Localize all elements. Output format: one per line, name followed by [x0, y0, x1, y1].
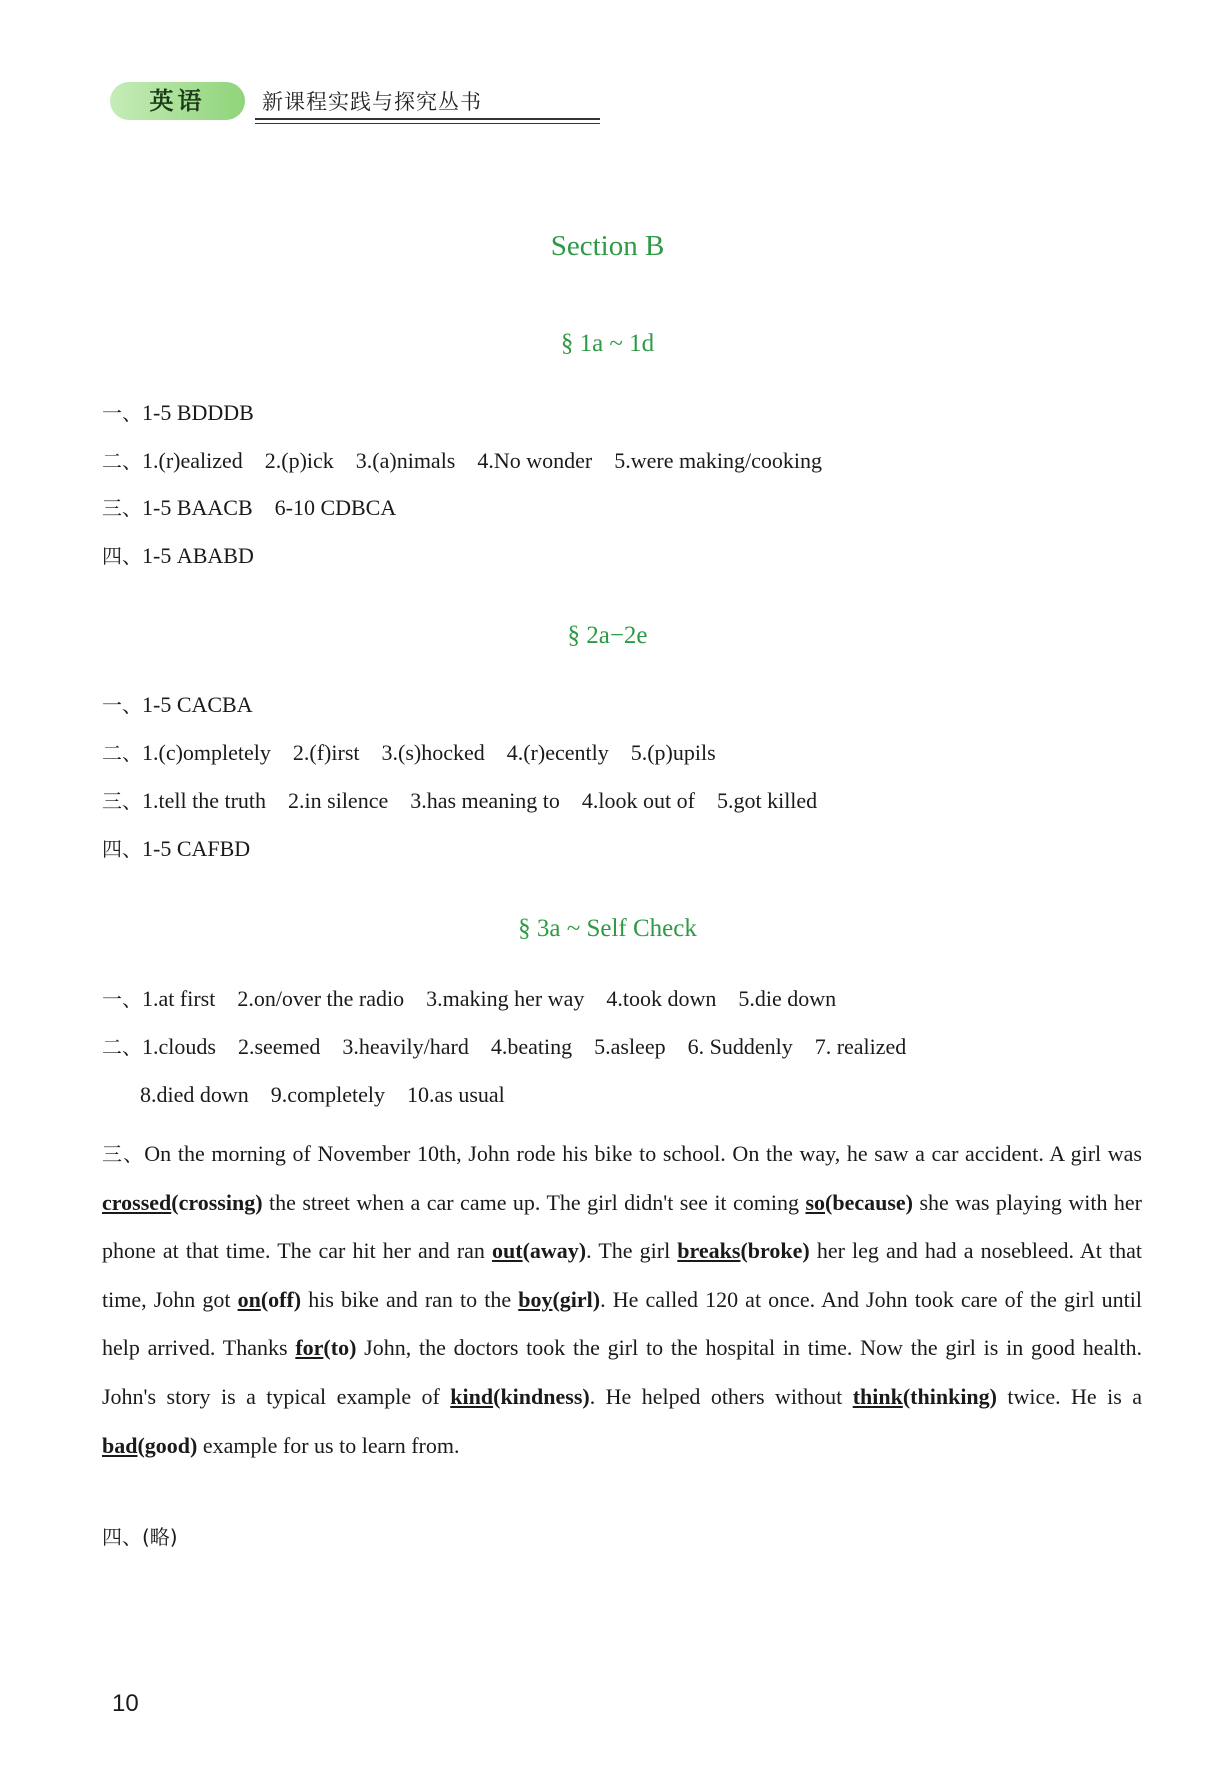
correction: (girl) [552, 1286, 601, 1312]
series-title: 新课程实践与探究丛书 [262, 90, 482, 114]
error-word: kind [450, 1383, 494, 1409]
answer-line: 四、1-5 CAFBD [102, 836, 251, 861]
error-word: bad [102, 1432, 138, 1458]
answer-line: 二、1.clouds 2.seemed 3.heavily/hard 4.beating 5.asleep 6. Suddenly 7. realized [102, 1034, 907, 1059]
header-rule [255, 118, 600, 120]
error-word: boy [518, 1286, 553, 1312]
part3-title: § 3a ~ Self Check [518, 915, 697, 942]
error-word: think [852, 1383, 903, 1409]
error-word: so [805, 1189, 826, 1215]
book-header [110, 82, 490, 122]
answer-line: 二、1.(r)ealized 2.(p)ick 3.(a)nimals 4.No wonder 5.were making/cooking [102, 448, 822, 473]
error-word: out [492, 1238, 523, 1264]
correction: (to) [323, 1335, 357, 1361]
answer-line: 四、1-5 ABABD [102, 543, 254, 568]
error-word: on [237, 1286, 261, 1312]
error-word: breaks [677, 1238, 741, 1264]
page-number: 10 [112, 1690, 139, 1717]
header-rule-thin [255, 123, 600, 124]
correction: (because) [825, 1189, 913, 1215]
error-correction-passage: 三、On the morning of November 10th, John rode his bike to school. On the way, he saw a car accident. A girl was crossed(crossing) the street when a car came up. The girl didn't see it coming so(because) she was playing with her phone at that time. The car hit her and ran out(away). The girl breaks(broke) her leg and had a nosebleed. At that time, John got on(off) his bike and ran to the boy(girl). He called 120 at once. And John took care of the girl until help arrived. Thanks for(to) John, the doctors took the girl to the hospital in time. Now the girl is in good health. John's story is a typical example of kind(kindness). He helped others without think(thinking) twice. He is a bad(good) example for us to learn from. [102, 1141, 1143, 1458]
answer-line: 三、1-5 BAACB 6-10 CDBCA [102, 495, 397, 520]
answer-line: 一、1.at first 2.on/over the radio 3.making her way 4.took down 5.die down [102, 986, 837, 1011]
answer-line: 一、1-5 CACBA [102, 692, 253, 717]
correction: (away) [522, 1238, 587, 1264]
section-title: Section B [550, 230, 665, 262]
part2-title: § 2a−2e [567, 622, 648, 649]
correction: (crossing) [171, 1189, 263, 1215]
subject-badge: 英语 [110, 82, 245, 120]
answer-line: 一、1-5 BDDDB [102, 400, 254, 425]
correction: (kindness) [493, 1383, 590, 1409]
answer-line: 8.died down 9.completely 10.as usual [140, 1082, 505, 1107]
error-word: for [295, 1335, 324, 1361]
correction: (broke) [740, 1238, 810, 1264]
error-word: crossed [102, 1189, 172, 1215]
correction: (thinking) [902, 1383, 997, 1409]
answer-line: 二、1.(c)ompletely 2.(f)irst 3.(s)hocked 4.(r)ecently 5.(p)upils [102, 740, 716, 765]
answer-line: 四、(略) [102, 1525, 178, 1549]
answer-line: 三、1.tell the truth 2.in silence 3.has meaning to 4.look out of 5.got killed [102, 788, 818, 813]
correction: (good) [137, 1432, 198, 1458]
part1-title: § 1a ~ 1d [560, 330, 655, 357]
correction: (off) [260, 1286, 302, 1312]
